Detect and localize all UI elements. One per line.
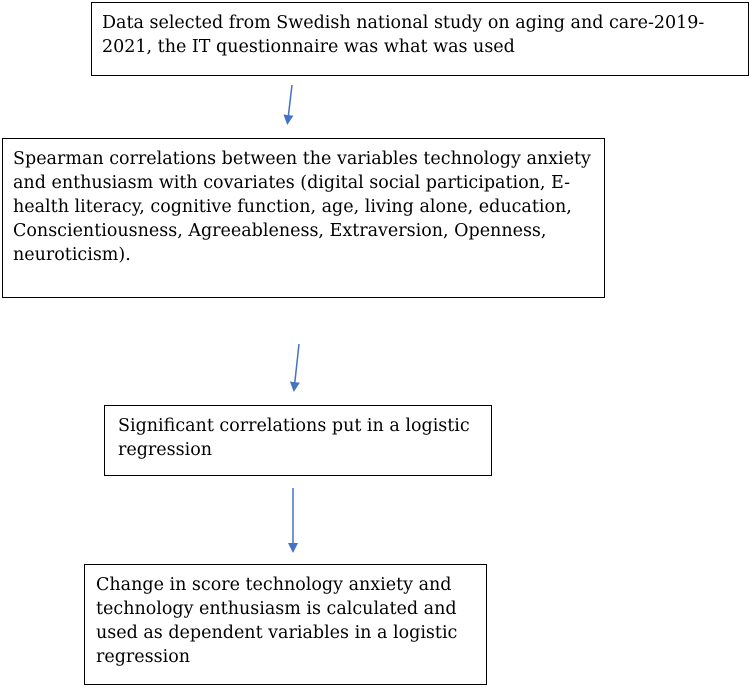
step-1-text: Data selected from Swedish national study on aging and care-2019-2021, the IT questionnaire was what was used [102, 13, 705, 57]
arrow-2-to-3 [294, 344, 299, 390]
arrow-1-to-2 [288, 85, 293, 123]
step-4-text: Change in score technology anxiety and technology enthusiasm is calculated and used as dependent variables in a logistic regression [96, 575, 458, 667]
step-3-text: Significant correlations put in a logistic regression [118, 416, 470, 460]
step-2-text: Spearman correlations between the variables technology anxiety and enthusiasm with covariates (digital social participation, E-health literacy, cognitive function, age, living alone, education, Conscientiousness, Agreeableness, Extraversion, Openness, neuroticism). [13, 149, 591, 265]
